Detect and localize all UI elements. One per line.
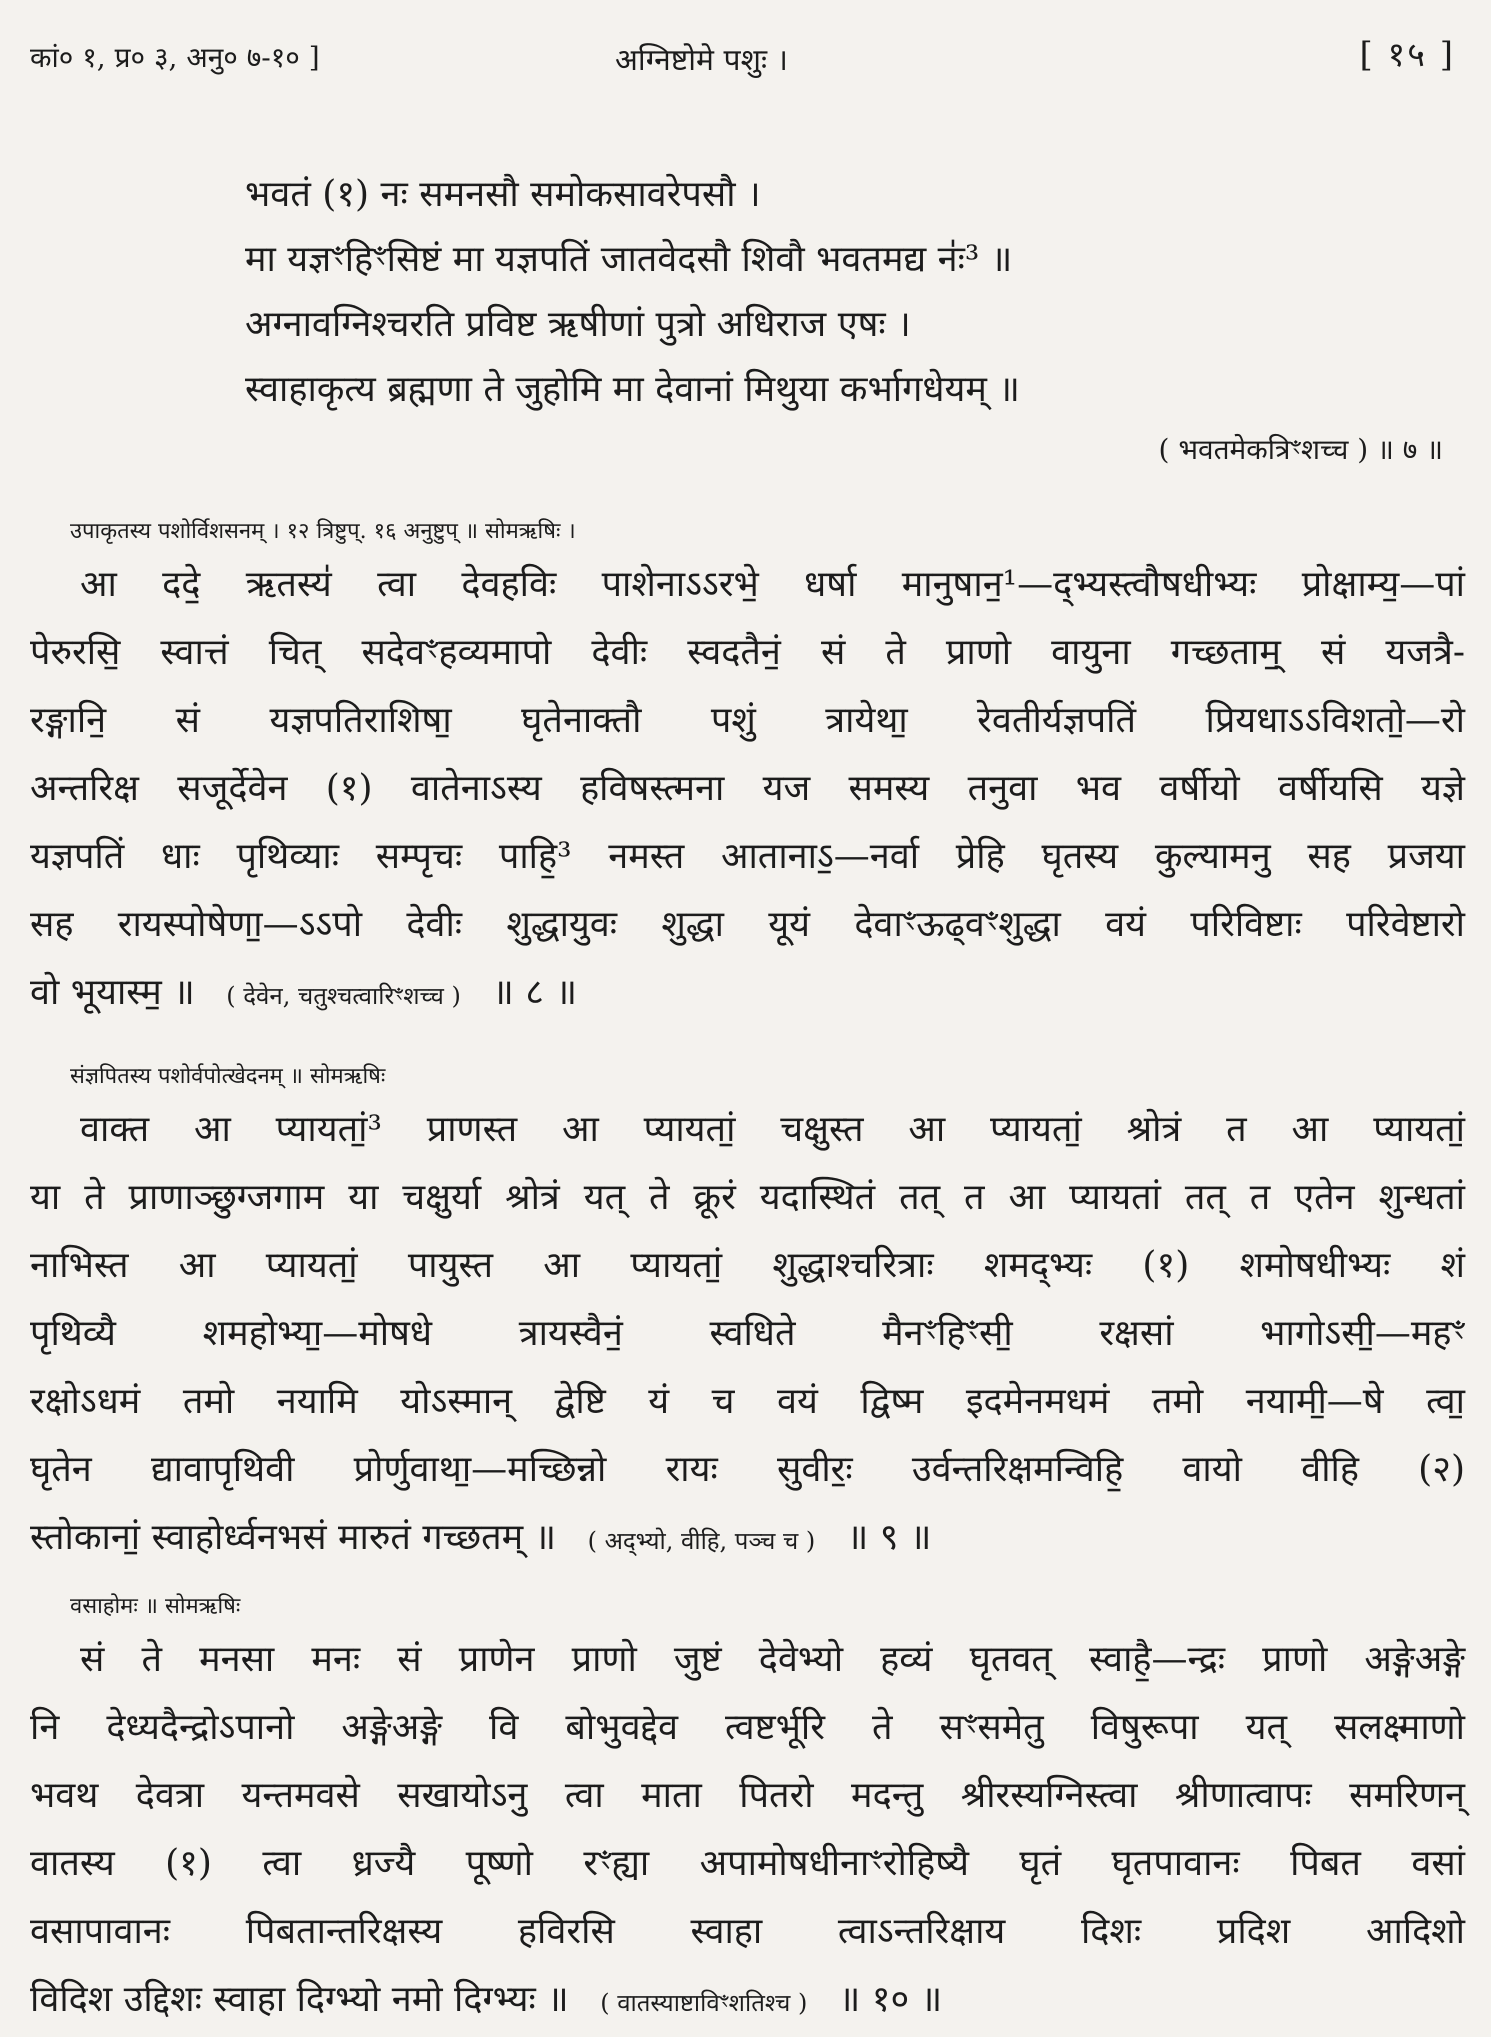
text-line: नि देध्यदैन्द्रोऽपानो अङ्गेअङ्गे वि बोभुवद्देव त्वष्टर्भूरि ते सꣳसमेतु विषुरूपा यत् सलक्ष्माणो <box>30 1707 1465 1748</box>
section-note: वसाहोमः ॥ सोमऋषिः <box>70 1594 241 1619</box>
text-line: सह रायस्पोषेणा॒—ऽऽपो देवीः शुद्धायुवः शुद्धा यूयं देवाꣳऊढ्वꣳशुद्धा वयं परिविष्टाः परिवेष्टारो <box>30 904 1465 945</box>
last-line-text: स्तोकानां॒ स्वाहोर्ध्वनभसं मारुतं गच्छतम् ॥ <box>30 1517 557 1558</box>
text-line-last <box>30 1966 1465 2037</box>
anuvaka-number: ॥ ८ ॥ <box>492 972 578 1013</box>
text-line: अन्तरिक्ष सजूर्देवेन (१) वातेनाऽस्य हविषस्त्मना यज समस्य तनुवा भव वर्षीयो वर्षीयसि यज्ञे <box>30 768 1465 809</box>
section-note: उपाकृतस्य पशोर्विशसनम् । १२ त्रिष्टुप्. १६ अनुष्टुप् ॥ सोमऋषिः । <box>70 519 576 544</box>
text-line: या ते प्राणाञ्छुग्जगाम या चक्षुर्या श्रोत्रं यत् ते क्रूरं यदास्थितं तत् त आ प्यायतां तत् त एतेन शुन्धतां <box>30 1177 1465 1218</box>
text-line: भवथ देवत्रा यन्तमवसे सखायोऽनु त्वा माता पितरो मदन्तु श्रीरस्यग्निस्त्वा श्रीणात्वापः समरिणन् <box>30 1775 1465 1816</box>
text-line: आ ददे॒ ऋतस्य॑ त्वा देवहविः पाशेनाऽऽरभे॒ धर्षा मानुषान॒¹—द्भ्यस्त्वौषधीभ्यः प्रोक्षाम्य॒—पां <box>80 564 1465 605</box>
text-line: यज्ञपतिं धाः पृथिव्याः सम्पृचः पाहि॒³ नमस्त आतानाऽ॒—नर्वा प्रेहि घृतस्य कुल्यामनु सह प्रजया <box>30 836 1465 877</box>
text-line-last <box>30 959 1465 1030</box>
last-line-text: विदिश उद्दिशः स्वाहा दिग्भ्यो नमो दिग्भ्यः ॥ <box>30 1979 569 2020</box>
text-line: सं ते मनसा मनः सं प्राणेन प्राणो जुष्टं देवेभ्यो हव्यं घृतवत् स्वाहै॒—न्द्रः प्राणो अङ्गेअङ्गे <box>80 1639 1465 1680</box>
text-line: रक्षोऽधमं तमो नयामि योऽस्मान् द्वेष्टि यं च वयं द्विष्म इदमेनमधमं तमो नयामी॒—षे त्वा॒ <box>30 1381 1465 1422</box>
anuvaka-8 <box>30 515 1465 1030</box>
section-note: संज्ञपितस्य पशोर्वपोत्खेदनम् ॥ सोमऋषिः <box>70 1064 386 1089</box>
text-line: पृथिव्यै शमहोभ्या॒—मोषधे त्रायस्वैनं॒ स्वधिते मैनꣳहिꣳसी॒ रक्षसां भागोऽसी॒—महꣳ <box>30 1313 1465 1354</box>
anuvaka-summary: ( वातस्याष्टाविꣳशतिश्च ) <box>600 1989 808 2017</box>
page-title: अग्निष्टोमे पशुः । <box>615 43 788 78</box>
text-line: घृतेन द्यावापृथिवी प्रोर्णुवाथा॒—मच्छिन्नो रायः सुवीरः॒ उर्वन्तरिक्षमन्विहि॒ वायो वीहि (२) <box>30 1449 1465 1490</box>
verse-line: अग्नावग्निश्चरति प्रविष्ट ऋषीणां पुत्रो अधिराज एषः । <box>245 304 911 345</box>
text-line-last <box>30 1504 1465 1575</box>
verse-line: भवतं (१) नः समनसौ समोकसावरेपसौ । <box>245 174 761 215</box>
text-line: नाभिस्त आ प्यायतां॒ पायुस्त आ प्यायतां॒ शुद्धाश्चरित्राः शमद्भ्यः (१) शमोषधीभ्यः शं <box>30 1245 1465 1286</box>
text-line: रङ्गानि॒ सं यज्ञपतिराशिषा॒ घृतेनाक्तौ पशुं त्रायेथा॒ रेवतीर्यज्ञपतिं प्रियधाऽऽविशतो॒—रो <box>30 700 1465 741</box>
verse-line: स्वाहाकृत्य ब्रह्मणा ते जुहोमि मा देवानां मिथुया कर्भागधेयम् ॥ <box>245 369 1020 410</box>
page-number: [ १५ ] <box>1359 35 1455 75</box>
anuvaka-9 <box>30 1060 1465 1575</box>
verse-line: मा यज्ञꣳहिꣳसिष्टं मा यज्ञपतिं जातवेदसौ शिवौ भवतमद्य नः॑³ ॥ <box>245 239 1013 280</box>
text-line: पेरुरसि॒ स्वात्तं चित् सदेवꣳहव्यमापो देवीः स्वदतैनं॒ सं ते प्राणो वायुना गच्छताम्॒ सं यजत्रै- <box>30 632 1465 673</box>
text-line: वातस्य (१) त्वा ध्रज्यै पूष्णो रꣳह्या अपामोषधीनाꣳरोहिष्यै घृतं घृतपावानः पिबत वसां <box>30 1843 1465 1884</box>
anuvaka-number: ॥ १० ॥ <box>838 1979 943 2020</box>
anuvaka-summary: ( देवेन, चतुश्चत्वारिꣳशच्च ) <box>226 982 461 1010</box>
anuvaka-summary: ( अद्भ्यो, वीहि, पञ्च च ) <box>587 1527 816 1555</box>
text-line: वसापावानः पिबतान्तरिक्षस्य हविरसि स्वाहा त्वाऽन्तरिक्षाय दिशः प्रदिश आदिशो <box>30 1911 1465 1952</box>
anuvaka-number: ॥ ९ ॥ <box>846 1517 932 1558</box>
last-line-text: वो भूयास्म॒ ॥ <box>30 972 195 1013</box>
chapter-reference: कां० १, प्र० ३, अनु० ७-१० ] <box>30 41 320 74</box>
anuvaka-summary: ( भवतमेकत्रिꣳशच्च ) ॥ ७ ॥ <box>1158 433 1443 466</box>
text-line: वाक्त आ प्यायतां॒³ प्राणस्त आ प्यायतां॒ चक्षुस्त आ प्यायतां॒ श्रोत्रं त आ प्यायतां॒ <box>80 1109 1465 1150</box>
anuvaka-10 <box>30 1590 1465 2037</box>
